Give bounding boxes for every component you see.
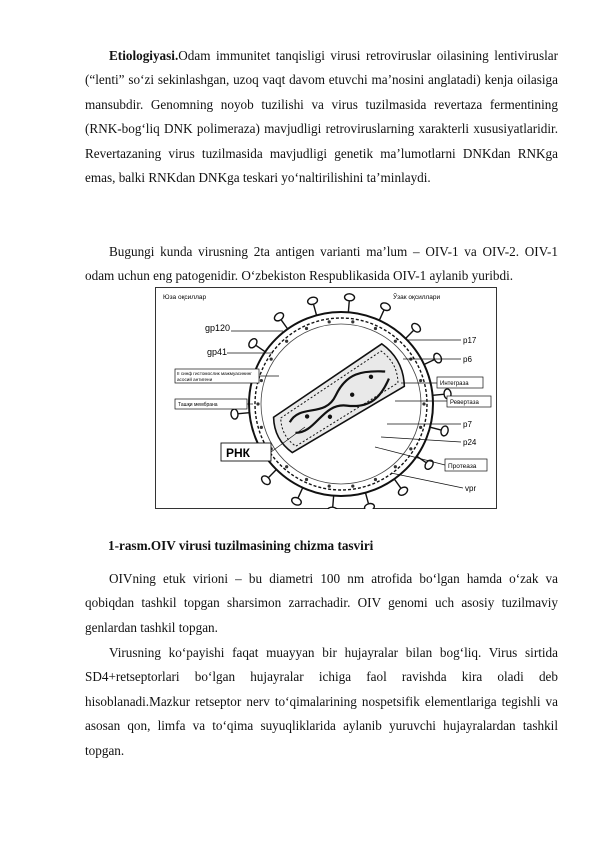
matrix-protein-dot	[270, 358, 273, 361]
spike-stem	[348, 301, 349, 312]
matrix-protein-dot	[328, 485, 331, 488]
matrix-protein-dot	[394, 465, 397, 468]
matrix-protein-dot	[260, 379, 263, 382]
matrix-protein-dot	[394, 340, 397, 343]
label-p6: p6	[463, 355, 472, 364]
label-gp120: gp120	[205, 323, 231, 333]
matrix-protein-dot	[409, 447, 412, 450]
spike-stem	[333, 496, 334, 507]
paragraph-virion: OIVning etuk virioni – bu diametri 100 nm atrofida bo‘lgan hamda o‘zak va qobiqdan tashkil topgan sharsimon zarrachadir. OIV genomi uch asosiy tuzilmaviy genlardan tashkil topgan.	[85, 571, 558, 635]
spike-head	[231, 409, 239, 420]
matrix-protein-dot	[351, 320, 354, 323]
matrix-protein-dot	[374, 478, 377, 481]
label-rnk: РНК	[226, 446, 250, 460]
figure-caption: 1-rasm.OIV virusi tuzilmasining chizma tasviri	[108, 538, 374, 553]
matrix-protein-dot	[374, 327, 377, 330]
paragraph-antigen-variants: Bugungi kunda virusning 2ta antigen varianti ma’lum – OIV-1 va OIV-2. OIV-1 odam uchun eng patogenidir. O‘zbekiston Respublikasida OIV-1 aylanib yuribdi.	[85, 244, 558, 284]
label-revertase: Ревертаза	[450, 400, 479, 406]
label-membrane: Ташқи мембрана	[178, 402, 218, 408]
label-gp41: gp41	[207, 347, 228, 357]
matrix-protein-dot	[419, 426, 422, 429]
label-p24: p24	[463, 438, 477, 447]
hiv-structure-figure	[155, 287, 497, 509]
label-protease: Протеаза	[448, 463, 477, 470]
label-mhc-line2: асосий антигени	[177, 377, 213, 382]
label-mhc-line1: II синф гистомослик мажмуасининг	[177, 371, 252, 376]
matrix-protein-dot	[328, 320, 331, 323]
matrix-protein-dot	[419, 379, 422, 382]
matrix-protein-dot	[285, 465, 288, 468]
paragraph-replication: Virusning ko‘payishi faqat muayyan bir hujayralar bilan bog‘liq. Virus sirtida SD4+retseptorlari bo‘lgan hujayralar ichiga faol ravishda kira oladi deb hisoblanadi.Mazkur retseptor nerv to‘qimalarining nospetsifik elementlariga tegishli va asosan qon, limfa va to‘qima suyuqliklarida aylanib yuruvchi hujayralardan tashkil topgan.	[85, 645, 558, 758]
paragraph-etiology	[85, 44, 558, 190]
matrix-protein-dot	[422, 402, 425, 405]
label-p7: p7	[463, 420, 472, 429]
matrix-protein-dot	[285, 340, 288, 343]
spike-head	[344, 293, 355, 301]
label-surface-proteins: Юза оқсиллар	[163, 294, 207, 301]
matrix-protein-dot	[305, 478, 308, 481]
label-vpr: vpr	[465, 484, 477, 493]
hiv-structure-diagram	[155, 287, 497, 509]
label-p17: p17	[463, 336, 477, 345]
label-integrase: Интеграза	[440, 381, 469, 387]
matrix-protein-dot	[256, 402, 259, 405]
label-core-proteins: Ўзак оқсиллари	[393, 294, 441, 301]
matrix-protein-dot	[260, 426, 263, 429]
paragraph-etiology-title: Etiologiyasi.	[109, 48, 179, 63]
matrix-protein-dot	[305, 327, 308, 330]
matrix-protein-dot	[351, 485, 354, 488]
paragraph-etiology-body: Odam immunitet tanqisligi virusi retroviruslar oilasining lentiviruslar (“lenti” so‘zi sekinlashgan, uzoq vaqt davom etuvchi ma’nosini anglatadi) kenja oilasiga mansubdir. Genomning noyob tuzilishi va virus tuzilmasida revertaza fermentining (RNK-bog‘liq DNK polimeraza) mavjudligi retroviruslarning xarakterli xususiyatlaridir. Revertazaning virus tuzilmasida mavjudligi genetik ma’lumotlarni DNKdan RNKga emas, balki RNKdan DNKga teskari yo‘naltirilishini ta’minlaydi.	[85, 48, 558, 186]
